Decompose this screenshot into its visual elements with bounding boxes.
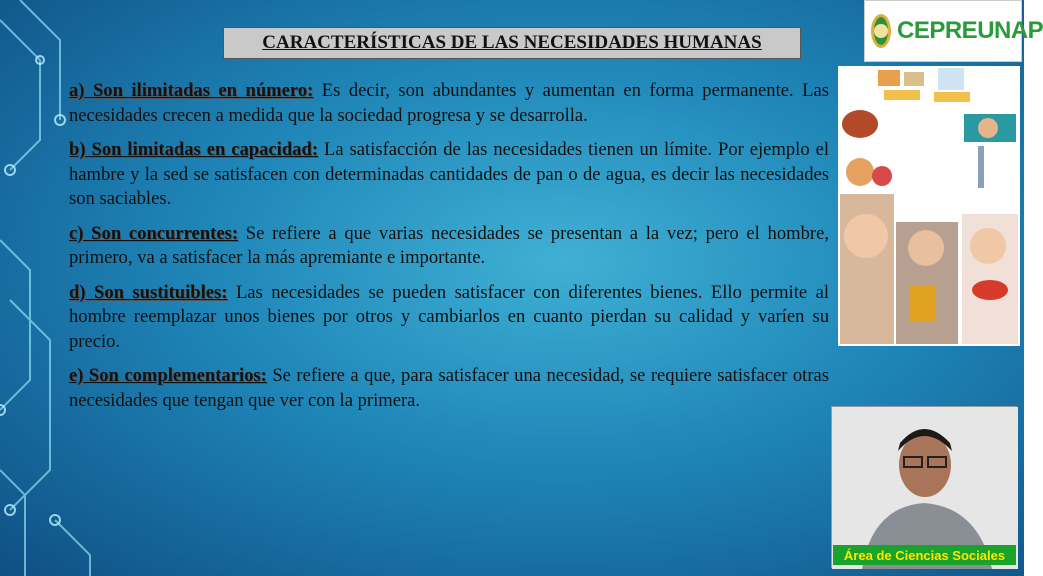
slide-content <box>69 79 829 423</box>
needs-illustration <box>838 66 1020 346</box>
point-a <box>69 79 829 128</box>
institution-logo <box>864 0 1043 62</box>
point-heading: a) Son ilimitadas en número: <box>69 80 314 101</box>
point-d <box>69 281 829 355</box>
logo-text: CEPREUNAP <box>897 17 1043 44</box>
seal-icon <box>871 14 891 48</box>
presenter-video <box>831 406 1017 568</box>
point-b <box>69 138 829 212</box>
point-heading: d) Son sustituibles: <box>69 281 228 303</box>
point-heading: e) Son complementarios: <box>69 365 267 386</box>
video-caption: Área de Ciencias Sociales <box>833 545 1016 565</box>
point-text: Se refiere a que, para satisfacer una necesidad, se requiere satisfacer otras necesidades que tengan que ver con la primera. <box>69 365 829 411</box>
slide-title: CARACTERÍSTICAS DE LAS NECESIDADES HUMANAS <box>262 32 762 53</box>
point-text: La satisfacción de las necesidades tienen un límite. Por ejemplo el hambre y la sed se satisfacen con determinadas cantidades de pan o de agua, es decir las necesidades son saciables. <box>69 139 830 209</box>
slide-title-box <box>223 27 801 59</box>
point-text: Es decir, son abundantes y aumentan en forma permanente. Las necesidades crecen a medida que la sociedad progresa y se desarrolla. <box>69 80 829 126</box>
point-e <box>69 364 829 413</box>
point-heading: c) Son concurrentes: <box>69 222 239 244</box>
point-text: Las necesidades se pueden satisfacer con diferentes bienes. Ello permite al hombre reemplazar unos bienes por otros y cambiarlos en cuanto pierdan su calidad y varíen su precio. <box>69 281 829 352</box>
point-text: Se refiere a que varias necesidades se presentan a la vez; pero el hombre, primero, va a satisfacer la más apremiante e importante. <box>69 222 829 268</box>
point-heading: b) Son limitadas en capacidad: <box>69 139 319 160</box>
point-c <box>69 222 829 271</box>
